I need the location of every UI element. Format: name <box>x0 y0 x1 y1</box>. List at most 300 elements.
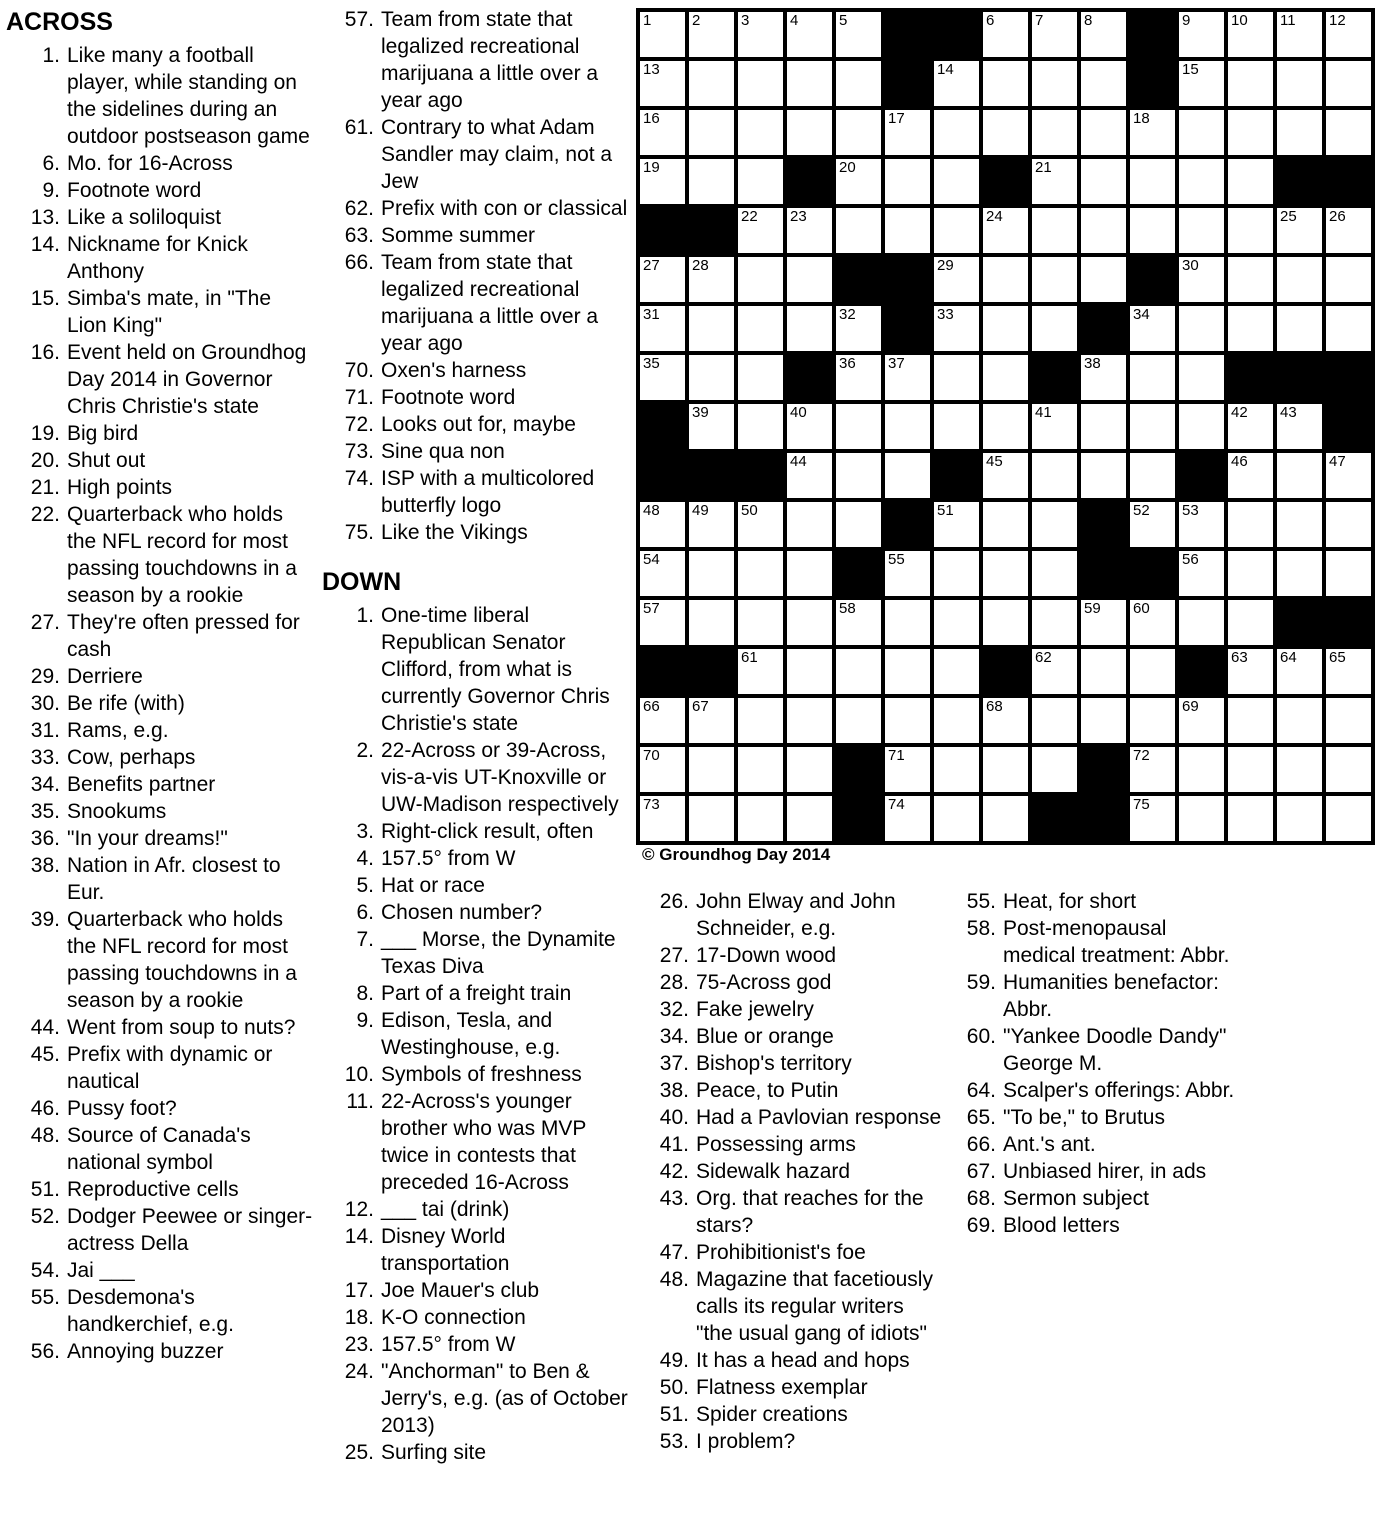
white-cell[interactable] <box>1128 794 1177 843</box>
cell-number: 11 <box>1280 12 1296 29</box>
cell-number: 34 <box>1133 306 1150 323</box>
white-cell[interactable] <box>736 353 785 402</box>
white-cell[interactable] <box>883 745 932 794</box>
down-clues-column-left <box>645 888 945 1455</box>
white-cell[interactable] <box>736 255 785 304</box>
white-cell[interactable] <box>1226 59 1275 108</box>
cell-number: 32 <box>839 306 856 323</box>
down-clue-60 <box>952 1023 1237 1077</box>
white-cell[interactable] <box>736 157 785 206</box>
clue-number: 64. <box>966 1079 996 1102</box>
white-cell[interactable] <box>1226 549 1275 598</box>
white-cell[interactable] <box>883 598 932 647</box>
white-cell[interactable] <box>883 451 932 500</box>
white-cell[interactable] <box>1324 304 1373 353</box>
white-cell[interactable] <box>1030 59 1079 108</box>
clue-number: 16. <box>30 341 60 364</box>
white-cell[interactable] <box>736 59 785 108</box>
white-cell[interactable] <box>1324 108 1373 157</box>
white-cell[interactable] <box>883 108 932 157</box>
white-cell[interactable] <box>1128 500 1177 549</box>
across-clue-62 <box>322 195 630 222</box>
white-cell[interactable] <box>1275 794 1324 843</box>
white-cell[interactable] <box>736 108 785 157</box>
clue-text: John Elway and John Schneider, e.g. <box>696 890 896 940</box>
white-cell[interactable] <box>1079 402 1128 451</box>
down-clue-41 <box>645 1131 945 1158</box>
white-cell[interactable] <box>1030 304 1079 353</box>
down-clue-14 <box>322 1223 630 1277</box>
white-cell[interactable] <box>1177 255 1226 304</box>
clue-text: Nation in Afr. closest to Eur. <box>67 854 281 904</box>
clue-text: Blue or orange <box>696 1025 834 1048</box>
white-cell[interactable] <box>1177 353 1226 402</box>
white-cell[interactable] <box>981 206 1030 255</box>
clue-text: K-O connection <box>381 1306 526 1329</box>
white-cell[interactable] <box>785 500 834 549</box>
white-cell[interactable] <box>1226 500 1275 549</box>
white-cell[interactable] <box>1079 647 1128 696</box>
clue-text: Looks out for, maybe <box>381 413 576 436</box>
white-cell[interactable] <box>1079 696 1128 745</box>
white-cell[interactable] <box>687 353 736 402</box>
white-cell[interactable] <box>1128 304 1177 353</box>
white-cell[interactable] <box>981 402 1030 451</box>
white-cell[interactable] <box>1226 206 1275 255</box>
white-cell[interactable] <box>1226 304 1275 353</box>
white-cell[interactable] <box>736 598 785 647</box>
across-clue-46 <box>6 1095 316 1122</box>
white-cell[interactable] <box>1324 696 1373 745</box>
white-cell[interactable] <box>932 549 981 598</box>
white-cell[interactable] <box>736 549 785 598</box>
white-cell[interactable] <box>785 745 834 794</box>
down-clue-8 <box>322 980 630 1007</box>
white-cell[interactable] <box>834 304 883 353</box>
white-cell[interactable] <box>883 157 932 206</box>
cell-number: 46 <box>1231 453 1248 470</box>
white-cell[interactable] <box>638 696 687 745</box>
clue-number: 29. <box>30 665 60 688</box>
white-cell[interactable] <box>785 304 834 353</box>
white-cell[interactable] <box>785 451 834 500</box>
white-cell[interactable] <box>981 353 1030 402</box>
down-clue-51 <box>645 1401 945 1428</box>
white-cell[interactable] <box>638 255 687 304</box>
white-cell[interactable] <box>1275 59 1324 108</box>
down-clue-67 <box>952 1158 1237 1185</box>
white-cell[interactable] <box>883 794 932 843</box>
cell-number: 38 <box>1084 355 1101 372</box>
white-cell[interactable] <box>687 745 736 794</box>
white-cell[interactable] <box>1030 206 1079 255</box>
white-cell[interactable] <box>1030 10 1079 59</box>
clue-text: Post-menopausal medical treatment: Abbr. <box>1003 917 1230 967</box>
white-cell[interactable] <box>932 353 981 402</box>
cell-number: 72 <box>1133 747 1150 764</box>
white-cell[interactable] <box>883 696 932 745</box>
across-clue-61 <box>322 114 630 195</box>
clue-text: Magazine that facetiously calls its regular writers "the usual gang of idiots" <box>696 1268 933 1345</box>
white-cell[interactable] <box>736 794 785 843</box>
white-cell[interactable] <box>1226 794 1275 843</box>
down-clue-2 <box>322 737 630 818</box>
white-cell[interactable] <box>883 402 932 451</box>
cell-number: 62 <box>1035 649 1052 666</box>
white-cell[interactable] <box>1324 255 1373 304</box>
white-cell[interactable] <box>1275 108 1324 157</box>
white-cell[interactable] <box>1128 157 1177 206</box>
white-cell[interactable] <box>1030 647 1079 696</box>
white-cell[interactable] <box>932 59 981 108</box>
clue-text: "Anchorman" to Ben & Jerry's, e.g. (as of October 2013) <box>381 1360 628 1437</box>
white-cell[interactable] <box>687 549 736 598</box>
white-cell[interactable] <box>638 745 687 794</box>
white-cell[interactable] <box>932 304 981 353</box>
white-cell[interactable] <box>1324 59 1373 108</box>
white-cell[interactable] <box>981 598 1030 647</box>
white-cell[interactable] <box>1324 745 1373 794</box>
white-cell[interactable] <box>638 500 687 549</box>
down-clues-col4 <box>952 888 1237 1239</box>
clue-text: Right-click result, often <box>381 820 594 843</box>
white-cell[interactable] <box>932 206 981 255</box>
white-cell[interactable] <box>785 402 834 451</box>
white-cell[interactable] <box>1128 745 1177 794</box>
white-cell[interactable] <box>638 794 687 843</box>
white-cell[interactable] <box>736 647 785 696</box>
white-cell[interactable] <box>1275 696 1324 745</box>
white-cell[interactable] <box>1177 59 1226 108</box>
clue-text: Pussy foot? <box>67 1097 177 1120</box>
clue-text: Simba's mate, in "The Lion King" <box>67 287 272 337</box>
white-cell[interactable] <box>834 59 883 108</box>
white-cell[interactable] <box>1275 500 1324 549</box>
white-cell[interactable] <box>785 794 834 843</box>
black-cell <box>687 451 736 500</box>
white-cell[interactable] <box>687 598 736 647</box>
white-cell[interactable] <box>834 206 883 255</box>
white-cell[interactable] <box>687 108 736 157</box>
cell-number: 58 <box>839 600 856 617</box>
white-cell[interactable] <box>1226 10 1275 59</box>
white-cell[interactable] <box>785 598 834 647</box>
clue-text: Prohibitionist's foe <box>696 1241 866 1264</box>
white-cell[interactable] <box>981 255 1030 304</box>
clue-text: Humanities benefactor: Abbr. <box>1003 971 1219 1021</box>
white-cell[interactable] <box>1226 451 1275 500</box>
white-cell[interactable] <box>1275 451 1324 500</box>
down-clue-58 <box>952 915 1237 969</box>
black-cell <box>1079 745 1128 794</box>
white-cell[interactable] <box>736 304 785 353</box>
white-cell[interactable] <box>1275 304 1324 353</box>
white-cell[interactable] <box>981 108 1030 157</box>
white-cell[interactable] <box>1079 255 1128 304</box>
clue-text: Org. that reaches for the stars? <box>696 1187 924 1237</box>
clue-number: 52. <box>30 1205 60 1228</box>
white-cell[interactable] <box>736 10 785 59</box>
white-cell[interactable] <box>687 10 736 59</box>
white-cell[interactable] <box>1030 108 1079 157</box>
white-cell[interactable] <box>687 157 736 206</box>
clue-number: 39. <box>30 908 60 931</box>
white-cell[interactable] <box>687 255 736 304</box>
white-cell[interactable] <box>1226 255 1275 304</box>
clue-text: "To be," to Brutus <box>1003 1106 1165 1129</box>
white-cell[interactable] <box>981 794 1030 843</box>
white-cell[interactable] <box>1177 10 1226 59</box>
white-cell[interactable] <box>1128 451 1177 500</box>
white-cell[interactable] <box>1079 451 1128 500</box>
white-cell[interactable] <box>1177 598 1226 647</box>
white-cell[interactable] <box>687 794 736 843</box>
white-cell[interactable] <box>1128 206 1177 255</box>
white-cell[interactable] <box>932 500 981 549</box>
white-cell[interactable] <box>1030 157 1079 206</box>
white-cell[interactable] <box>1226 402 1275 451</box>
white-cell[interactable] <box>1324 549 1373 598</box>
white-cell[interactable] <box>1030 500 1079 549</box>
white-cell[interactable] <box>834 598 883 647</box>
white-cell[interactable] <box>834 500 883 549</box>
white-cell[interactable] <box>1177 108 1226 157</box>
white-cell[interactable] <box>932 402 981 451</box>
clue-number: 31. <box>30 719 60 742</box>
clue-number: 59. <box>966 971 996 994</box>
clue-text: Bishop's territory <box>696 1052 852 1075</box>
white-cell[interactable] <box>785 59 834 108</box>
clue-number: 34. <box>30 773 60 796</box>
white-cell[interactable] <box>834 647 883 696</box>
white-cell[interactable] <box>981 500 1030 549</box>
white-cell[interactable] <box>834 402 883 451</box>
cell-number: 53 <box>1182 502 1199 519</box>
white-cell[interactable] <box>687 59 736 108</box>
clue-number: 7. <box>356 928 374 951</box>
white-cell[interactable] <box>1226 696 1275 745</box>
white-cell[interactable] <box>687 402 736 451</box>
white-cell[interactable] <box>1275 647 1324 696</box>
white-cell[interactable] <box>932 696 981 745</box>
white-cell[interactable] <box>932 794 981 843</box>
white-cell[interactable] <box>1324 10 1373 59</box>
white-cell[interactable] <box>1275 10 1324 59</box>
white-cell[interactable] <box>1324 451 1373 500</box>
clue-text: Be rife (with) <box>67 692 185 715</box>
white-cell[interactable] <box>1128 696 1177 745</box>
white-cell[interactable] <box>785 108 834 157</box>
white-cell[interactable] <box>1226 157 1275 206</box>
white-cell[interactable] <box>883 549 932 598</box>
white-cell[interactable] <box>1226 108 1275 157</box>
across-clue-52 <box>6 1203 316 1257</box>
across-clue-74 <box>322 465 630 519</box>
black-cell <box>981 647 1030 696</box>
white-cell[interactable] <box>932 598 981 647</box>
white-cell[interactable] <box>981 745 1030 794</box>
white-cell[interactable] <box>1226 598 1275 647</box>
white-cell[interactable] <box>1275 255 1324 304</box>
clue-number: 1. <box>356 604 374 627</box>
across-clue-44 <box>6 1014 316 1041</box>
clue-number: 48. <box>659 1268 689 1291</box>
white-cell[interactable] <box>981 10 1030 59</box>
white-cell[interactable] <box>932 745 981 794</box>
black-cell <box>834 794 883 843</box>
white-cell[interactable] <box>1177 206 1226 255</box>
white-cell[interactable] <box>883 206 932 255</box>
white-cell[interactable] <box>1177 304 1226 353</box>
white-cell[interactable] <box>1030 451 1079 500</box>
white-cell[interactable] <box>1324 206 1373 255</box>
white-cell[interactable] <box>1079 157 1128 206</box>
white-cell[interactable] <box>834 696 883 745</box>
white-cell[interactable] <box>1079 206 1128 255</box>
white-cell[interactable] <box>981 304 1030 353</box>
white-cell[interactable] <box>1226 745 1275 794</box>
white-cell[interactable] <box>638 598 687 647</box>
black-cell <box>687 206 736 255</box>
clue-text: Went from soup to nuts? <box>67 1016 296 1039</box>
white-cell[interactable] <box>1128 647 1177 696</box>
white-cell[interactable] <box>1128 108 1177 157</box>
white-cell[interactable] <box>638 59 687 108</box>
clue-text: Oxen's harness <box>381 359 527 382</box>
white-cell[interactable] <box>1177 157 1226 206</box>
cell-number: 69 <box>1182 698 1199 715</box>
clue-number: 55. <box>30 1286 60 1309</box>
white-cell[interactable] <box>981 451 1030 500</box>
white-cell[interactable] <box>981 696 1030 745</box>
black-cell <box>785 157 834 206</box>
white-cell[interactable] <box>736 206 785 255</box>
white-cell[interactable] <box>1128 353 1177 402</box>
white-cell[interactable] <box>1030 696 1079 745</box>
white-cell[interactable] <box>834 10 883 59</box>
clue-text: Edison, Tesla, and Westinghouse, e.g. <box>381 1009 561 1059</box>
white-cell[interactable] <box>785 255 834 304</box>
down-clue-24 <box>322 1358 630 1439</box>
cell-number: 23 <box>790 208 807 225</box>
white-cell[interactable] <box>1275 206 1324 255</box>
white-cell[interactable] <box>638 10 687 59</box>
black-cell <box>1275 598 1324 647</box>
white-cell[interactable] <box>785 206 834 255</box>
cell-number: 66 <box>643 698 660 715</box>
white-cell[interactable] <box>1324 647 1373 696</box>
cell-number: 35 <box>643 355 660 372</box>
white-cell[interactable] <box>1128 598 1177 647</box>
white-cell[interactable] <box>1177 500 1226 549</box>
white-cell[interactable] <box>736 500 785 549</box>
across-clue-71 <box>322 384 630 411</box>
white-cell[interactable] <box>981 549 1030 598</box>
white-cell[interactable] <box>1030 745 1079 794</box>
cell-number: 12 <box>1329 12 1346 29</box>
white-cell[interactable] <box>1275 745 1324 794</box>
white-cell[interactable] <box>638 157 687 206</box>
white-cell[interactable] <box>1177 696 1226 745</box>
white-cell[interactable] <box>834 157 883 206</box>
white-cell[interactable] <box>932 108 981 157</box>
across-clue-21 <box>6 474 316 501</box>
black-cell <box>883 255 932 304</box>
across-clues-col1 <box>6 42 316 1365</box>
down-clue-59 <box>952 969 1237 1023</box>
white-cell[interactable] <box>736 696 785 745</box>
white-cell[interactable] <box>1177 794 1226 843</box>
clue-number: 8. <box>356 982 374 1005</box>
white-cell[interactable] <box>687 304 736 353</box>
clue-number: 66. <box>966 1133 996 1156</box>
white-cell[interactable] <box>932 255 981 304</box>
white-cell[interactable] <box>638 353 687 402</box>
white-cell[interactable] <box>638 108 687 157</box>
cell-number: 73 <box>643 796 660 813</box>
white-cell[interactable] <box>1079 353 1128 402</box>
white-cell[interactable] <box>1177 745 1226 794</box>
clue-text: Mo. for 16-Across <box>67 152 233 175</box>
white-cell[interactable] <box>687 696 736 745</box>
white-cell[interactable] <box>834 451 883 500</box>
white-cell[interactable] <box>981 59 1030 108</box>
down-clue-12 <box>322 1196 630 1223</box>
white-cell[interactable] <box>1030 549 1079 598</box>
white-cell[interactable] <box>1079 59 1128 108</box>
clue-number: 25. <box>344 1441 374 1464</box>
white-cell[interactable] <box>883 353 932 402</box>
white-cell[interactable] <box>1030 402 1079 451</box>
clue-number: 18. <box>344 1306 374 1329</box>
white-cell[interactable] <box>1275 402 1324 451</box>
white-cell[interactable] <box>638 549 687 598</box>
white-cell[interactable] <box>1324 794 1373 843</box>
white-cell[interactable] <box>1177 549 1226 598</box>
white-cell[interactable] <box>932 157 981 206</box>
white-cell[interactable] <box>1177 402 1226 451</box>
white-cell[interactable] <box>1128 402 1177 451</box>
across-clue-66 <box>322 249 630 357</box>
white-cell[interactable] <box>1226 647 1275 696</box>
white-cell[interactable] <box>932 647 981 696</box>
white-cell[interactable] <box>1079 108 1128 157</box>
white-cell[interactable] <box>1275 549 1324 598</box>
white-cell[interactable] <box>834 108 883 157</box>
white-cell[interactable] <box>883 647 932 696</box>
across-clue-15 <box>6 285 316 339</box>
white-cell[interactable] <box>785 647 834 696</box>
clue-number: 10. <box>344 1063 374 1086</box>
white-cell[interactable] <box>785 549 834 598</box>
white-cell[interactable] <box>1030 598 1079 647</box>
white-cell[interactable] <box>736 402 785 451</box>
white-cell[interactable] <box>638 304 687 353</box>
white-cell[interactable] <box>785 10 834 59</box>
clue-text: ___ Morse, the Dynamite Texas Diva <box>381 928 616 978</box>
black-cell <box>1324 598 1373 647</box>
white-cell[interactable] <box>1079 10 1128 59</box>
white-cell[interactable] <box>1079 598 1128 647</box>
white-cell[interactable] <box>834 353 883 402</box>
black-cell <box>1079 304 1128 353</box>
white-cell[interactable] <box>1324 500 1373 549</box>
white-cell[interactable] <box>687 500 736 549</box>
white-cell[interactable] <box>1030 255 1079 304</box>
down-clue-37 <box>645 1050 945 1077</box>
white-cell[interactable] <box>785 696 834 745</box>
white-cell[interactable] <box>736 745 785 794</box>
